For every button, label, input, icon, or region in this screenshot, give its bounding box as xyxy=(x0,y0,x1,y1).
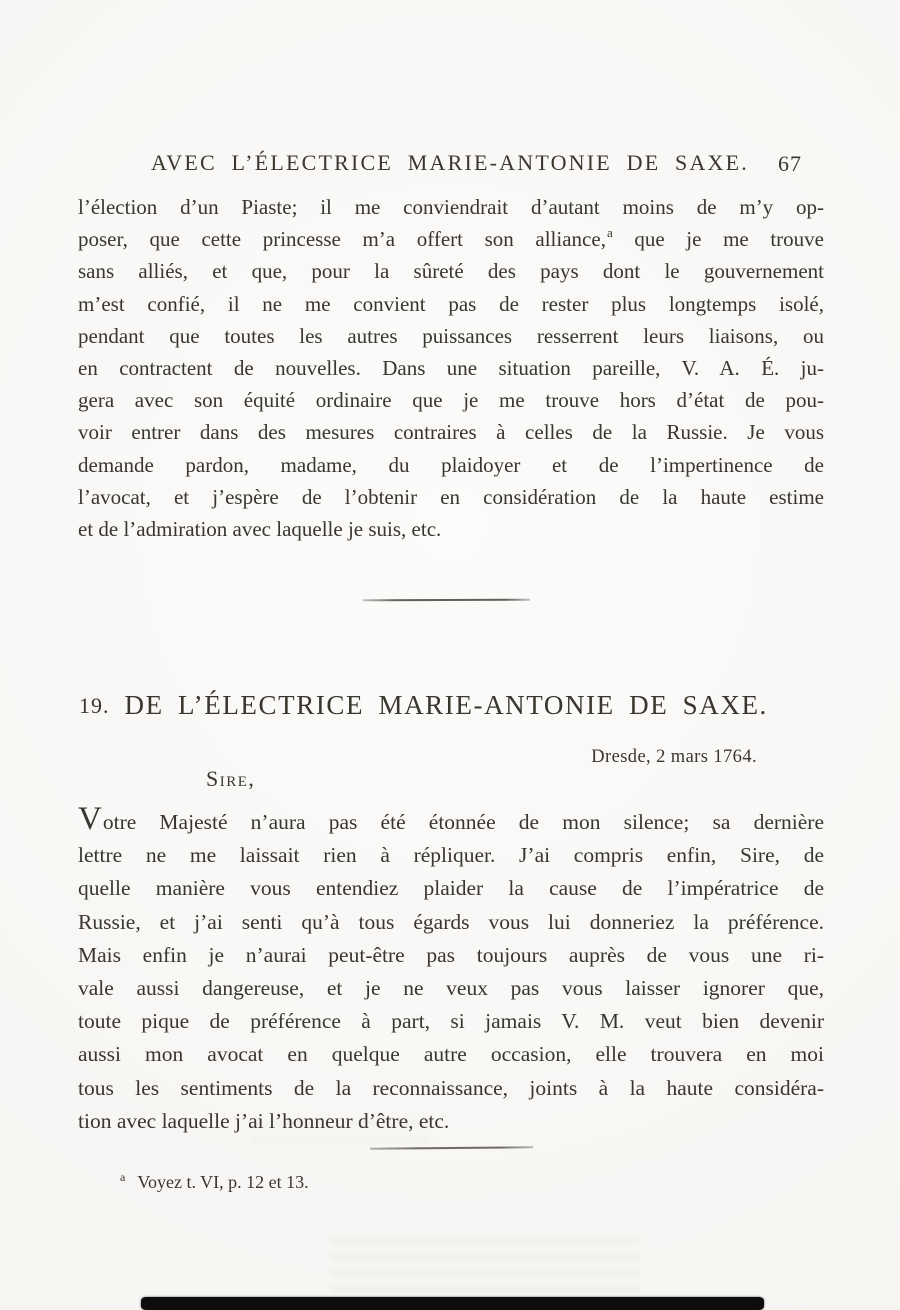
footnote-rule xyxy=(370,1146,533,1149)
text-line: quelle manière vous entendiez plaider la cause de l’impératrice de xyxy=(78,876,824,901)
section-title: DE L’ÉLECTRICE MARIE-ANTONIE DE SAXE. xyxy=(124,690,768,720)
scan-edge-artifact xyxy=(141,1297,764,1310)
text-line: demande pardon, madame, du plaidoyer et de l’impertinence de xyxy=(78,452,824,477)
initial-capital: V xyxy=(78,801,103,837)
text-line: Mais enfin je n’aurai peut-être pas toujours auprès de vous une ri- xyxy=(78,942,824,967)
letter-18-body xyxy=(78,191,824,545)
section-number: 19. xyxy=(79,693,110,718)
text-line: l’élection d’un Piaste; il me conviendrait d’autant moins de m’y op- xyxy=(78,195,824,219)
text-line: poser, que cette princesse m’a offert son alliance,$^a$ que je me trouve xyxy=(78,225,824,252)
footnote-marker: a xyxy=(120,1170,126,1184)
text-line: sans alliés, et que, pour la sûreté des pays dont le gouvernement xyxy=(78,259,824,284)
text-line: lettre ne me laissait rien à répliquer. J’ai compris enfin, Sire, de xyxy=(78,843,824,868)
text-line: gera avec son équité ordinaire que je me trouve hors d’état de pou- xyxy=(78,388,824,413)
salutation: Sire, xyxy=(206,766,256,791)
text-line: voir entrer dans des mesures contraires à celles de la Russie. Je vous xyxy=(78,420,824,445)
text-line: aussi mon avocat en quelque autre occasion, elle trouvera en moi xyxy=(78,1042,824,1067)
page-showthrough xyxy=(330,1238,640,1296)
text-line: en contractent de nouvelles. Dans une situation pareille, V. A. É. ju- xyxy=(78,356,824,381)
dateline: Dresde, 2 mars 1764. xyxy=(591,747,757,767)
text-line: l’avocat, et j’espère de l’obtenir en considération de la haute estime xyxy=(78,484,824,509)
page-number: 67 xyxy=(778,151,802,176)
footnote xyxy=(120,1170,309,1193)
footnote-reference: a xyxy=(606,225,613,241)
letter-19-body xyxy=(78,801,824,1138)
text-line: tion avec laquelle j’ai l’honneur d’être, etc. xyxy=(78,1108,450,1133)
text-line: m’est confié, il ne me convient pas de rester plus longtemps isolé, xyxy=(78,291,824,316)
text-line: tous les sentiments de la reconnaissance, joints à la haute considéra- xyxy=(78,1075,824,1100)
running-head xyxy=(78,150,822,176)
text-line: et de l’admiration avec laquelle je suis, etc. xyxy=(78,517,442,542)
text-line: Votre Majesté n’aura pas été étonnée de mon silence; sa dernière xyxy=(78,801,824,837)
running-head-title: AVEC L’ÉLECTRICE MARIE-ANTONIE DE SAXE. xyxy=(151,150,749,175)
text-line: toute pique de préférence à part, si jamais V. M. veut bien devenir xyxy=(78,1009,824,1034)
text-line: Russie, et j’ai senti qu’à tous égards vous lui donneriez la préférence. xyxy=(78,909,824,934)
text-line: vale aussi dangereuse, et je ne veux pas vous laisser ignorer que, xyxy=(78,976,824,1001)
section-divider-rule xyxy=(363,599,530,602)
footnote-text: Voyez t. VI, p. 12 et 13. xyxy=(137,1172,309,1192)
text-line: pendant que toutes les autres puissances resserrent leurs liaisons, ou xyxy=(78,323,824,348)
section-heading xyxy=(79,690,823,721)
